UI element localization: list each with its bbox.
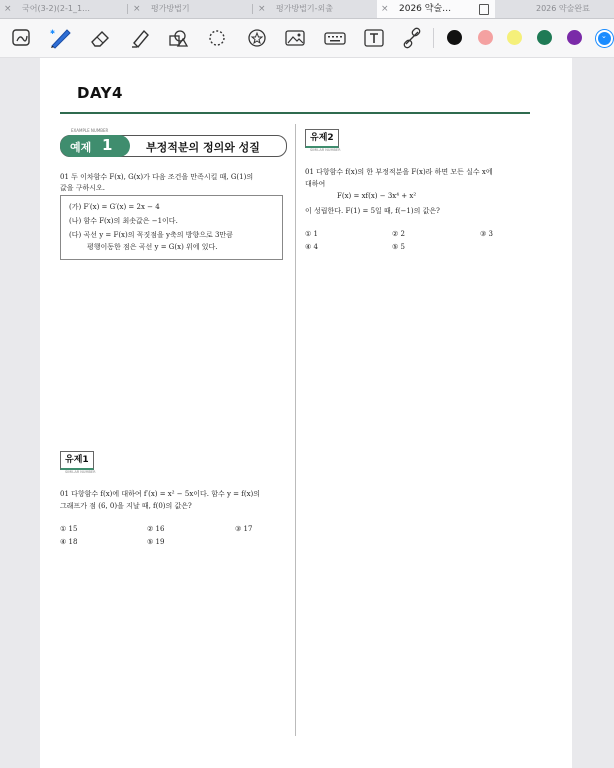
annotation-toolbar	[0, 19, 614, 58]
eraser-icon[interactable]	[88, 27, 112, 49]
lasso-select-icon[interactable]	[205, 27, 229, 49]
similar1-choice[interactable]: ⑤ 19	[147, 538, 165, 546]
example-tiny-label: EXAMPLE NUMBER	[71, 128, 109, 133]
tab-3[interactable]	[254, 0, 376, 18]
example-title: 부정적분의 정의와 성질	[146, 141, 260, 154]
similar1-sub: SIMILAR NUMBER	[65, 470, 96, 474]
tab-separator	[252, 4, 253, 14]
example-question-line2: 값을 구하시오.	[60, 184, 106, 192]
image-icon[interactable]	[283, 27, 307, 49]
tab-1[interactable]	[0, 0, 128, 18]
close-icon[interactable]: ×	[258, 4, 266, 14]
color-swatch-green[interactable]	[537, 30, 552, 45]
similar1-question-line1: 01 다항함수 f(x)에 대하여 f′(x) = x² − 5x이다. 함수 y = f(x)의	[60, 490, 261, 498]
close-icon[interactable]: ×	[381, 4, 389, 14]
document-icon[interactable]	[479, 4, 489, 15]
tab-active[interactable]	[377, 0, 495, 18]
similar2-question-line3: 이 성립한다. F(1) = 5일 때, f(−1)의 값은?	[305, 207, 440, 215]
similar2-choice[interactable]: ② 2	[392, 230, 405, 238]
similar2-choice[interactable]: ⑤ 5	[392, 243, 405, 251]
similar1-choice[interactable]: ① 15	[60, 525, 78, 533]
similar2-choice[interactable]: ④ 4	[305, 243, 318, 251]
example-badge	[60, 135, 130, 157]
condition-a: (가) F′(x) = G′(x) = 2x − 4	[69, 203, 160, 211]
highlighter-icon[interactable]	[128, 27, 152, 49]
similar2-formula: F(x) = xf(x) − 3x⁴ + x²	[337, 192, 417, 200]
toolbar-divider	[433, 28, 434, 48]
similar2-question-line2: 대하여	[305, 180, 326, 188]
color-swatch-yellow[interactable]	[507, 30, 522, 45]
similar2-choice[interactable]: ① 1	[305, 230, 318, 238]
example-question-line1: 01 두 이차함수 F(x), G(x)가 다음 조건을 만족시킬 때, G(1)의	[60, 173, 254, 181]
condition-b: (나) 함수 F(x)의 최솟값은 −1이다.	[69, 217, 178, 225]
close-icon[interactable]: ×	[4, 4, 12, 14]
tab-title: 2026 약술완료	[536, 4, 590, 13]
sticker-icon[interactable]	[245, 27, 269, 49]
similar2-question-line1: 01 다항함수 f(x)의 한 부정적분을 F(x)라 하면 모든 실수 x에	[305, 168, 493, 176]
tab-separator	[127, 4, 128, 14]
chevron-down-icon: ⌄	[601, 32, 607, 40]
lasso-tool-icon[interactable]	[10, 27, 34, 49]
pen-icon[interactable]	[48, 27, 72, 49]
similar2-choice[interactable]: ③ 3	[480, 230, 493, 238]
day-heading: DAY4	[77, 84, 123, 102]
condition-c: (다) 곡선 y = F(x)의 꼭짓점을 y축의 방향으로 3만큼	[69, 231, 233, 239]
similar1-choice[interactable]: ③ 17	[235, 525, 253, 533]
close-icon[interactable]: ×	[133, 4, 141, 14]
tab-bar	[0, 0, 614, 19]
column-divider	[295, 124, 296, 736]
similar1-choice[interactable]: ② 16	[147, 525, 165, 533]
tab-5[interactable]	[496, 0, 614, 18]
color-swatch-black[interactable]	[447, 30, 462, 45]
color-swatch-purple[interactable]	[567, 30, 582, 45]
example-label: 예제	[70, 141, 92, 154]
tab-title: 국어(3-2)(2-1_1…	[22, 4, 91, 13]
example-header	[60, 128, 287, 157]
condition-c-cont: 평행이동한 점은 곡선 y = G(x) 위에 있다.	[87, 243, 218, 251]
tab-title: 2026 약술…	[399, 4, 452, 14]
similar1-choice[interactable]: ④ 18	[60, 538, 78, 546]
document-page[interactable]	[40, 58, 572, 768]
keyboard-icon[interactable]	[323, 27, 347, 49]
similar2-sub: SIMILAR NUMBER	[310, 148, 341, 152]
color-swatch-pink[interactable]	[478, 30, 493, 45]
text-box-icon[interactable]	[362, 27, 386, 49]
color-swatch-blue-selected[interactable]	[596, 30, 613, 47]
svg-text:✱: ✱	[50, 29, 56, 36]
similar1-question-line2: 그래프가 점 (6, 0)을 지날 때, f(0)의 값은?	[60, 502, 192, 510]
tab-title: 평가방법기-외출	[276, 4, 333, 13]
link-icon[interactable]	[400, 27, 424, 49]
heading-rule	[60, 112, 530, 114]
similar2-badge: 유제2	[305, 129, 339, 148]
example-number: 1	[102, 136, 113, 154]
tab-title: 평가방법기	[151, 4, 190, 13]
similar1-badge: 유제1	[60, 451, 94, 470]
tab-2[interactable]	[129, 0, 253, 18]
shapes-icon[interactable]	[166, 27, 190, 49]
conditions-box	[60, 195, 283, 260]
